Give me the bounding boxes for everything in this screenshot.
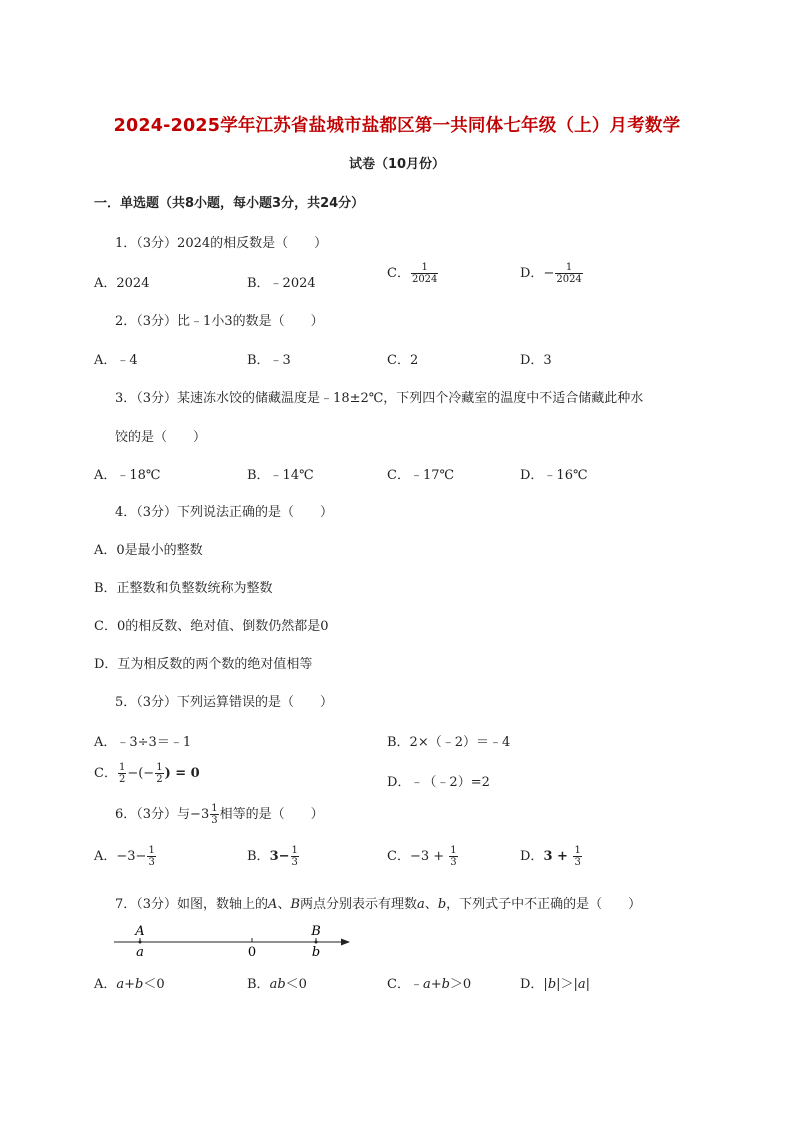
question-7-stem: 7．（3分）如图，数轴上的A、B两点分别表示有理数a、b，下列式子中不正确的是（ ） [115, 897, 642, 912]
section-heading: 一．单选题（共8小题，每小题3分，共24分） [94, 196, 365, 211]
q6-option-b: B．3− $\frac{1}{3}$ [247, 845, 298, 868]
fraction: $\frac{1}{3}$ [148, 845, 155, 868]
fraction: $\frac{1}{3}$ [211, 803, 218, 826]
value-a-label: a [136, 945, 144, 960]
fraction: $\frac{1}{3}$ [574, 845, 581, 868]
fraction: $\frac{1}{2024}$ [411, 262, 438, 285]
fraction: $\frac{1}{2}$ [156, 762, 163, 785]
fraction: $\frac{1}{3}$ [291, 845, 298, 868]
q5-option-a: A．﹣3÷3＝﹣1 [94, 735, 192, 750]
point-a-dot [139, 941, 142, 944]
question-3-stem-line2: 饺的是（ ） [115, 430, 207, 445]
fraction: $\frac{1}{2024}$ [556, 262, 582, 285]
fraction: $\frac{1}{2}$ [118, 762, 126, 785]
q3-option-b: B．﹣14℃ [247, 468, 314, 483]
question-2-stem: 2．（3分）比﹣1小3的数是（ ） [115, 314, 324, 329]
q3-option-a: A．﹣18℃ [94, 468, 161, 483]
q6-option-a: A．−3− $\frac{1}{3}$ [94, 845, 155, 868]
q6-option-c: C．−3 + $\frac{1}{3}$ [387, 845, 457, 868]
question-1-stem: 1．（3分）2024的相反数是（ ） [115, 236, 328, 251]
q3-option-d: D．﹣16℃ [520, 468, 588, 483]
q2-option-d: D．3 [520, 353, 552, 368]
point-b-label: B [311, 924, 321, 939]
q4-option-b: B．正整数和负整数统称为整数 [94, 581, 273, 596]
q7-option-d: D．|b|＞|a| [520, 977, 591, 992]
value-b-label: b [311, 945, 321, 960]
question-6-stem: 6．（3分）与−3 $\frac{1}{3}$ 相等的是（ ） [115, 803, 324, 826]
q2-option-c: C．2 [387, 353, 419, 368]
question-5-stem: 5．（3分）下列运算错误的是（ ） [115, 695, 334, 710]
question-3-stem-line1: 3．（3分）某速冻水饺的储藏温度是﹣18±2℃，下列四个冷藏室的温度中不适合储藏此种水 [115, 391, 644, 406]
q4-option-d: D．互为相反数的两个数的绝对值相等 [94, 657, 313, 672]
q7-option-a: A．a+b＜0 [94, 977, 165, 992]
question-4-stem: 4．（3分）下列说法正确的是（ ） [115, 505, 334, 520]
q5-option-c: C． $\frac{1}{2}$ −(− $\frac{1}{2}$ ) = 0 [94, 762, 200, 785]
exam-subtitle: 试卷（10月份） [348, 157, 446, 172]
q1-option-d: D．− $\frac{1}{2024}$ [520, 262, 582, 285]
number-line-figure [112, 920, 357, 962]
arrow-icon [341, 939, 350, 946]
q4-option-c: C．0的相反数、绝对值、倒数仍然都是0 [94, 619, 329, 634]
fraction: $\frac{1}{3}$ [450, 845, 457, 868]
point-b-dot [315, 941, 318, 944]
q4-option-a: A．0是最小的整数 [94, 543, 203, 558]
q1-option-a: A．2024 [94, 276, 150, 291]
q5-option-b: B．2×（﹣2）＝﹣4 [387, 735, 511, 750]
q6-option-d: D．3 + $\frac{1}{3}$ [520, 845, 581, 868]
q5-option-d: D．﹣（﹣2）=2 [387, 775, 490, 790]
q3-option-c: C．﹣17℃ [387, 468, 455, 483]
zero-label: 0 [247, 945, 257, 960]
q1-option-b: B．﹣2024 [247, 276, 316, 291]
q7-option-c: C．﹣a+b＞0 [387, 977, 472, 992]
q7-option-b: B．ab＜0 [247, 977, 307, 992]
q1-option-c: C． $\frac{1}{2024}$ [387, 262, 438, 285]
q2-option-a: A．﹣4 [94, 353, 138, 368]
exam-title: 2024-2025学年江苏省盐城市盐都区第一共同体七年级（上）月考数学 [113, 116, 681, 136]
point-a-label: A [135, 924, 145, 939]
q2-option-b: B．﹣3 [247, 353, 291, 368]
